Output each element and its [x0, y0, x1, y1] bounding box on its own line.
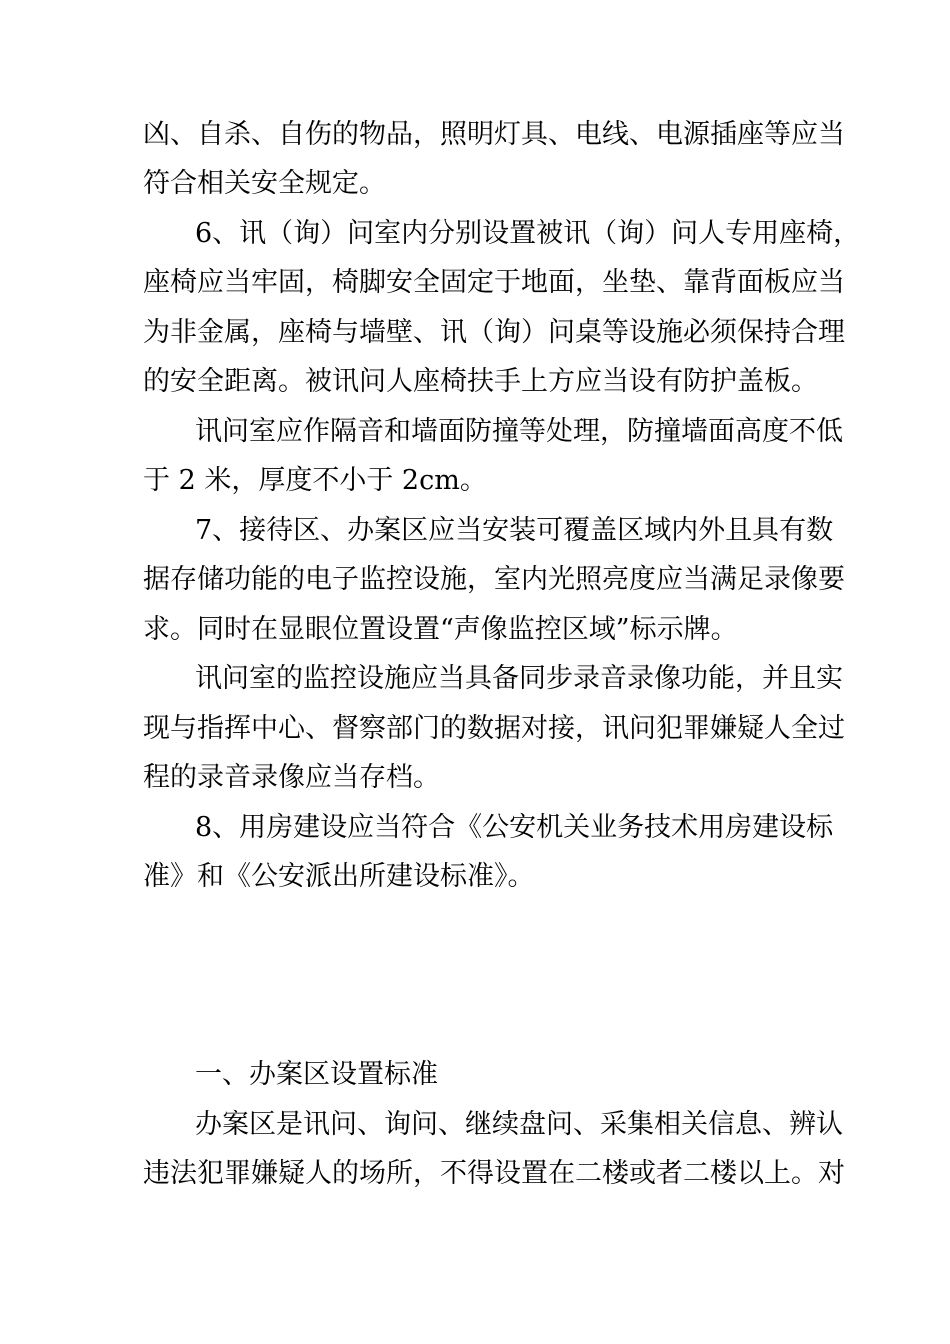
- text-line: 程的录音录像应当存档。: [143, 762, 440, 793]
- text-line: 讯问室应作隔音和墙面防撞等处理，防撞墙面高度不低: [195, 416, 843, 447]
- text-line: 符合相关安全规定。: [143, 168, 386, 199]
- text-line: 的安全距离。被讯问人座椅扶手上方应当设有防护盖板。: [143, 366, 818, 397]
- text-line: 7、接待区、办案区应当安装可覆盖区域内外且具有数: [195, 515, 834, 546]
- text-line: 于 2 米，厚度不小于 2cm。: [143, 465, 487, 496]
- text-line: 准》和《公安派出所建设标准》。: [143, 861, 535, 892]
- text-line: 违法犯罪嫌疑人的场所，不得设置在二楼或者二楼以上。对: [143, 1158, 845, 1189]
- text-line: 凶、自杀、自伤的物品，照明灯具、电线、电源插座等应当: [143, 119, 845, 150]
- section-heading: 一、办案区设置标准: [195, 1059, 438, 1090]
- text-line: 讯问室的监控设施应当具备同步录音录像功能，并且实: [195, 663, 843, 694]
- text-line: 现与指挥中心、督察部门的数据对接，讯问犯罪嫌疑人全过: [143, 713, 845, 744]
- text-line: 座椅应当牢固，椅脚安全固定于地面，坐垫、靠背面板应当: [143, 267, 845, 298]
- text-line: 为非金属，座椅与墙壁、讯（询）问桌等设施必须保持合理: [143, 317, 845, 348]
- text-line: 据存储功能的电子监控设施，室内光照亮度应当满足录像要: [143, 564, 845, 595]
- text-line: 办案区是讯问、询问、继续盘问、采集相关信息、辨认: [195, 1109, 843, 1140]
- text-line: 6、讯（询）问室内分别设置被讯（询）问人专用座椅，: [195, 218, 861, 249]
- text-line: 求。同时在显眼位置设置“声像监控区域”标示牌。: [143, 614, 738, 645]
- text-line: 8、用房建设应当符合《公安机关业务技术用房建设标: [195, 812, 834, 843]
